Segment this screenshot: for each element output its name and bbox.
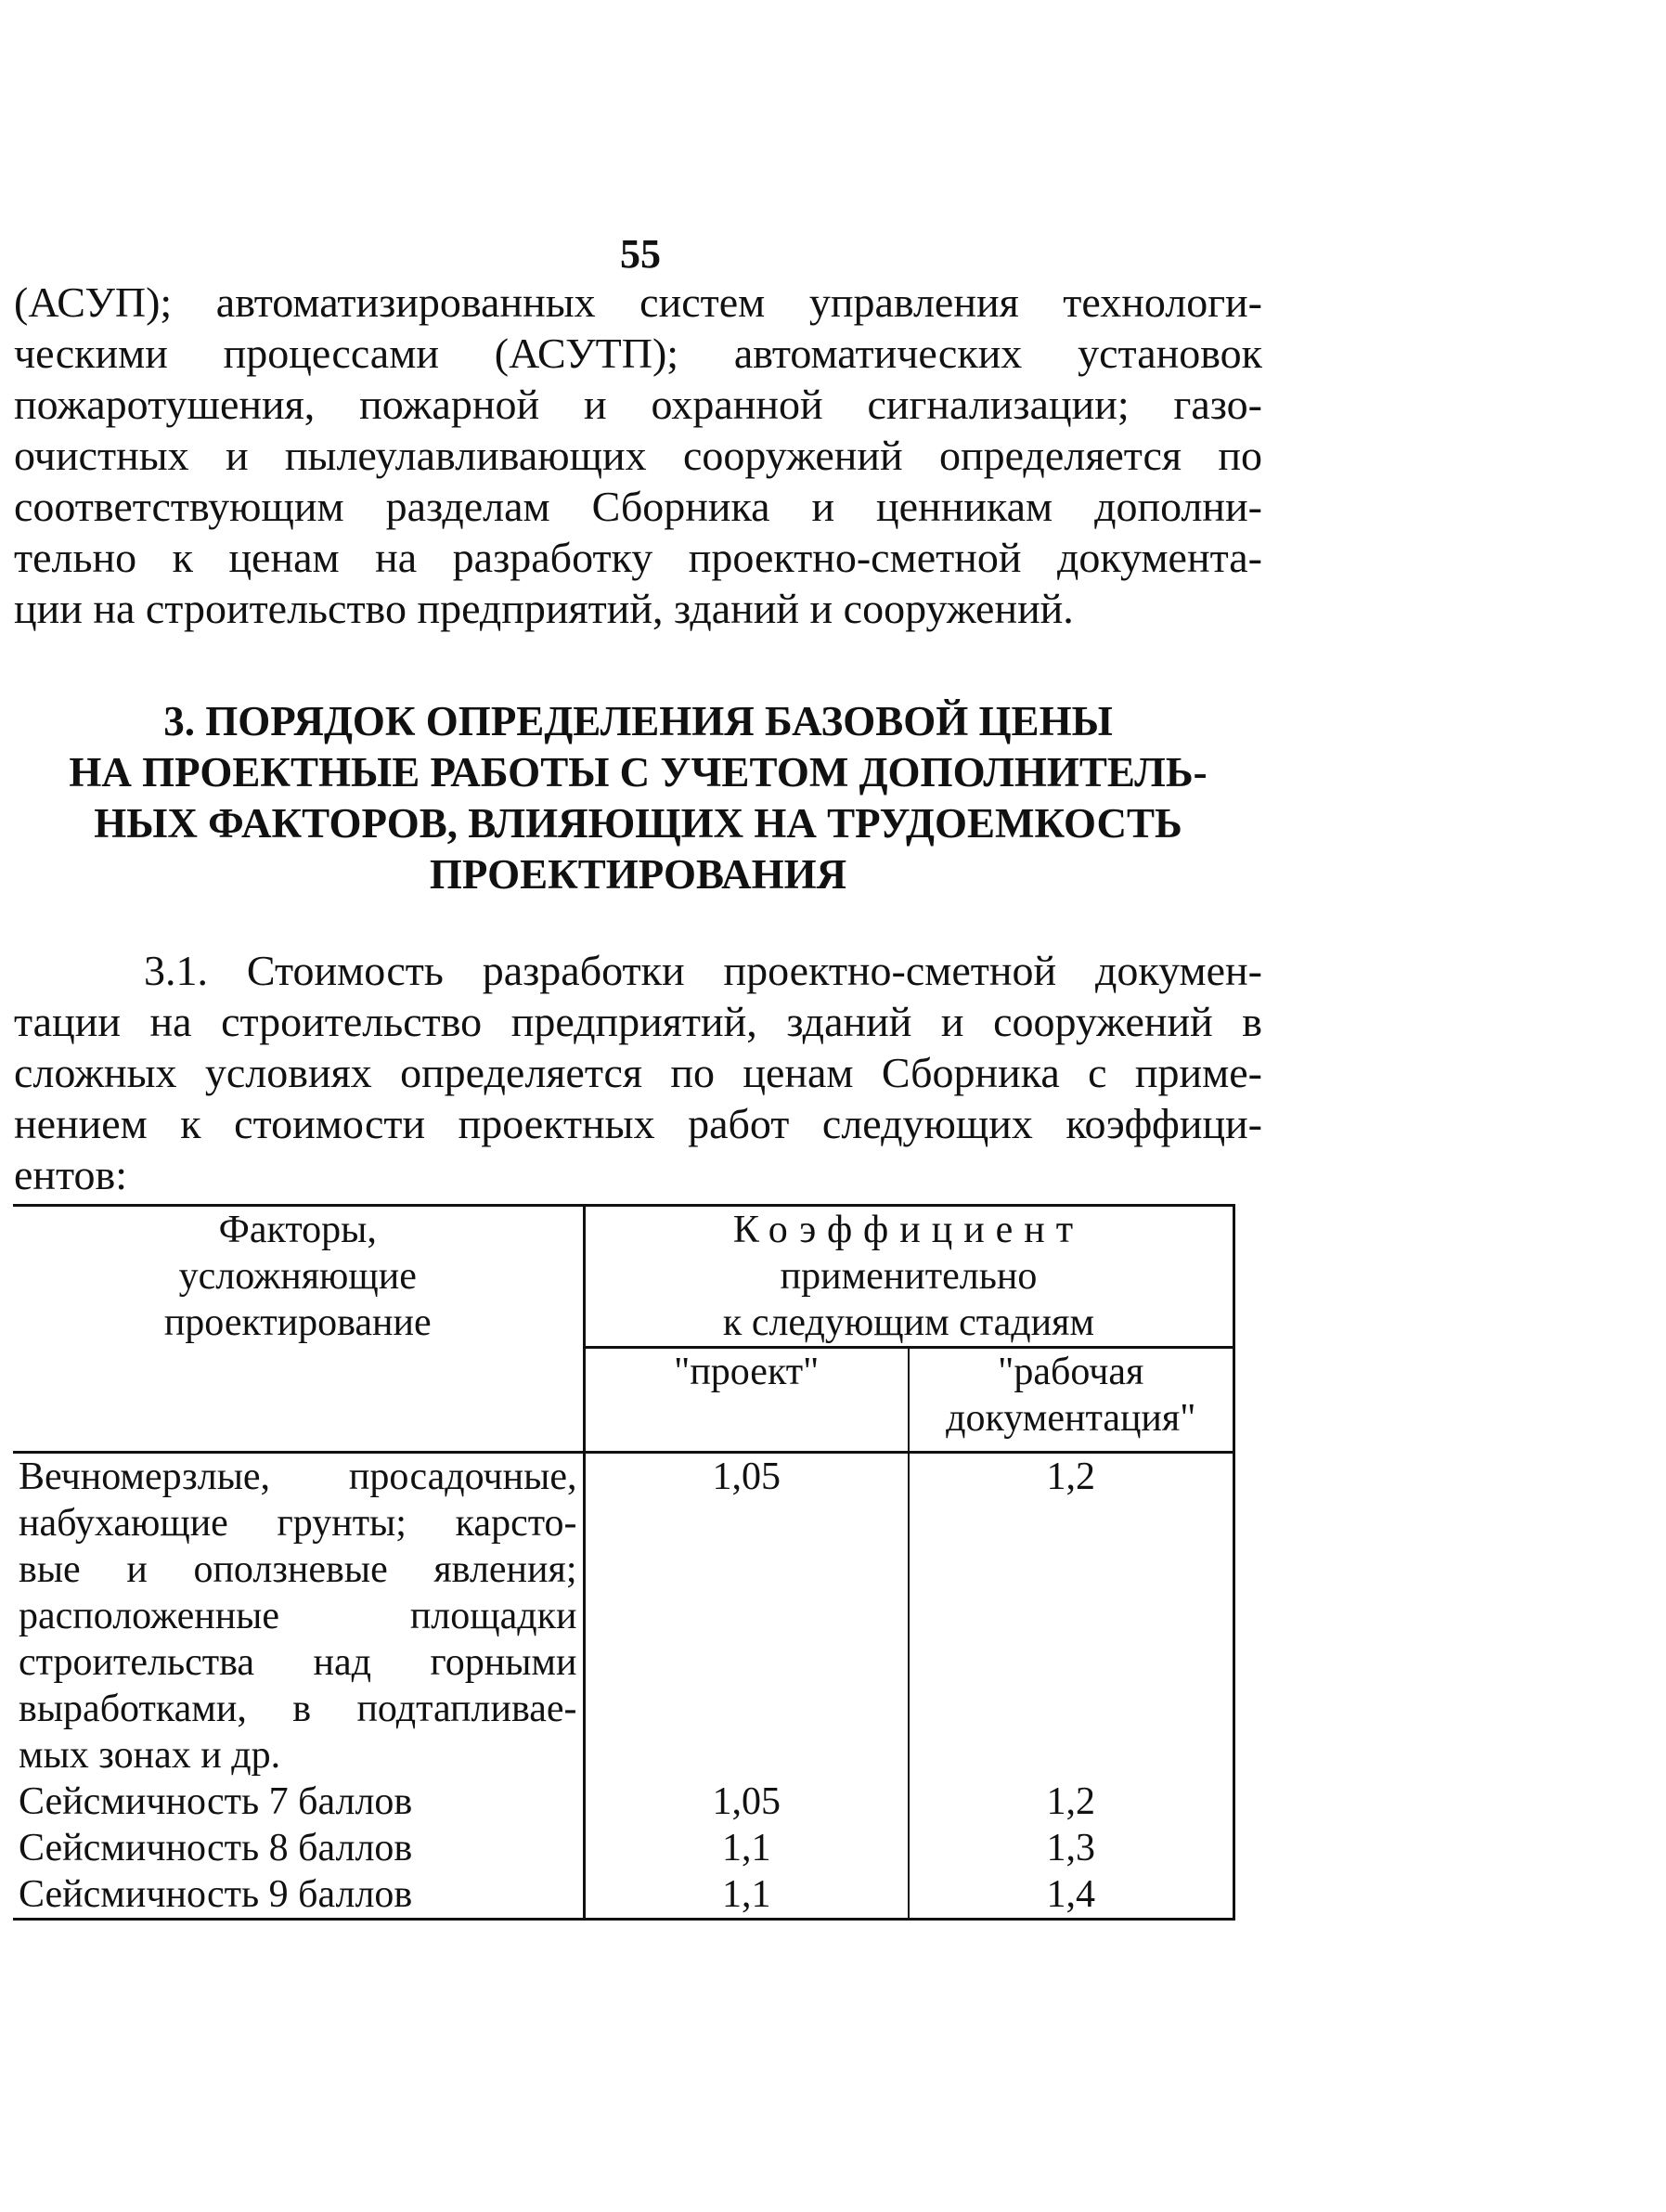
factor-cell: Сейсмичность 8 баллов bbox=[13, 1825, 584, 1871]
working-coef-cell: 1,3 bbox=[909, 1825, 1233, 1871]
table-row bbox=[13, 1453, 1233, 1779]
text-line: пожаротушения, пожарной и охранной сигнализации; газо- bbox=[14, 381, 1262, 428]
header-stage-working-line: документация" bbox=[946, 1397, 1196, 1440]
text-line: 3.1. Стоимость разработки проектно-сметной докумен- bbox=[144, 947, 1262, 994]
working-coef-cell: 1,4 bbox=[909, 1871, 1233, 1920]
heading-line: НА ПРОЕКТНЫЕ РАБОТЫ С УЧЕТОМ ДОПОЛНИТЕЛЬ- bbox=[69, 749, 1208, 796]
factor-line: мых зонах и др. bbox=[19, 1734, 281, 1777]
working-coef-cell: 1,2 bbox=[909, 1453, 1233, 1779]
header-stage-working-line: "рабочая bbox=[998, 1351, 1144, 1393]
factor-line: вые и оползневые явления; bbox=[19, 1548, 577, 1591]
coefficients-table bbox=[13, 1204, 1235, 1921]
text-line: очистных и пылеулавливающих сооружений определяется по bbox=[14, 432, 1262, 479]
factor-line: набухающие грунты; карсто- bbox=[19, 1502, 577, 1545]
heading-line: ПРОЕКТИРОВАНИЯ bbox=[429, 851, 847, 898]
paragraph-3-1 bbox=[14, 945, 1262, 1200]
header-coefficient-line: к следующим стадиям bbox=[722, 1301, 1095, 1344]
table-row bbox=[13, 1825, 1233, 1871]
factor-line: выработками, в подтапливае- bbox=[19, 1688, 577, 1730]
text-line: ентов: bbox=[14, 1151, 128, 1198]
header-coefficient-line: применительно bbox=[780, 1255, 1038, 1298]
header-factors-line: Факторы, bbox=[218, 1209, 377, 1251]
header-factors-line: проектирование bbox=[163, 1301, 432, 1344]
text-line: тельно к ценам на разработку проектно-сметной документа- bbox=[14, 534, 1262, 581]
factor-line: строительства над горными bbox=[19, 1641, 577, 1684]
factor-cell: Сейсмичность 9 баллов bbox=[13, 1871, 584, 1920]
section-heading bbox=[14, 696, 1262, 900]
text-line: тации на строительство предприятий, зданий и сооружений в bbox=[14, 998, 1262, 1045]
header-stage-project: "проект" bbox=[584, 1348, 909, 1453]
project-coef-cell: 1,05 bbox=[584, 1453, 909, 1779]
text-line: ческими процессами (АСУТП); автоматических установок bbox=[14, 330, 1262, 377]
text-line: нением к стоимости проектных работ следующих коэффици- bbox=[14, 1100, 1262, 1147]
text-line: соответствующим разделам Сборника и ценникам дополни- bbox=[14, 483, 1262, 530]
table-row bbox=[13, 1871, 1233, 1920]
project-coef-cell: 1,05 bbox=[584, 1779, 909, 1825]
project-coef-cell: 1,1 bbox=[584, 1825, 909, 1871]
working-coef-cell: 1,2 bbox=[909, 1779, 1233, 1825]
text-line: (АСУП); автоматизированных систем управления технологи- bbox=[14, 278, 1262, 326]
factor-line: Вечномерзлые, просадочные, bbox=[19, 1455, 577, 1498]
text-line: ции на строительство предприятий, зданий и сооружений. bbox=[14, 585, 1074, 632]
factor-cell: Сейсмичность 7 баллов bbox=[13, 1779, 584, 1825]
heading-line: НЫХ ФАКТОРОВ, ВЛИЯЮЩИХ НА ТРУДОЕМКОСТЬ bbox=[94, 800, 1182, 847]
table-row bbox=[13, 1779, 1233, 1825]
text-line: сложных условиях определяется по ценам Сборника с приме- bbox=[14, 1049, 1262, 1096]
header-stage-working bbox=[909, 1348, 1233, 1453]
factor-line: расположенные площадки bbox=[19, 1595, 577, 1637]
heading-line: 3. ПОРЯДОК ОПРЕДЕЛЕНИЯ БАЗОВОЙ ЦЕНЫ bbox=[163, 698, 1113, 744]
page-number: 55 bbox=[620, 231, 661, 277]
header-factors-line: усложняющие bbox=[178, 1255, 417, 1298]
project-coef-cell: 1,1 bbox=[584, 1871, 909, 1920]
header-coefficient-title: Коэффициент bbox=[732, 1209, 1085, 1251]
header-coefficient bbox=[584, 1206, 1233, 1348]
intro-paragraph bbox=[14, 277, 1262, 634]
factor-cell bbox=[13, 1453, 584, 1779]
header-factors bbox=[13, 1206, 584, 1453]
